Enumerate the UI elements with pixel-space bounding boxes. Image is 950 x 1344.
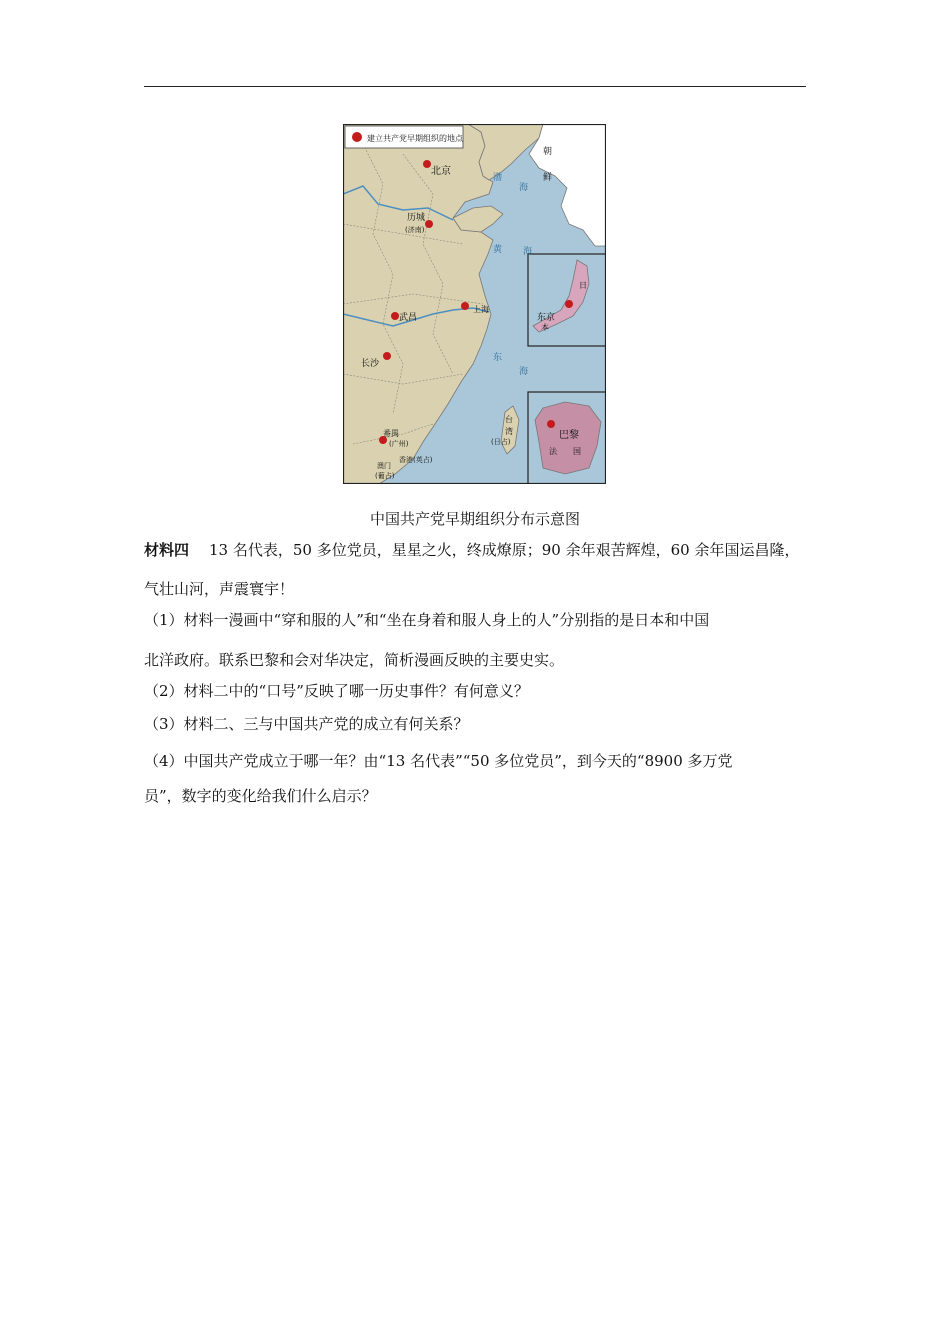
label-jinan: (济南) bbox=[405, 226, 425, 234]
label-hai-1: 海 bbox=[519, 183, 529, 193]
question-4-line2: 员”，数字的变化给我们什么启示？ bbox=[144, 787, 377, 805]
label-hai-3: 海 bbox=[519, 367, 529, 377]
map-figure bbox=[343, 124, 606, 484]
label-panyu: 番禺 bbox=[383, 429, 399, 438]
marker-tokyo bbox=[565, 300, 573, 308]
marker-shanghai bbox=[461, 302, 469, 310]
marker-licheng bbox=[425, 220, 433, 228]
label-wuchang: 武昌 bbox=[399, 313, 418, 323]
label-hai-2: 海 bbox=[523, 247, 533, 257]
label-france-a: 法 bbox=[549, 447, 557, 456]
question-4-line1: （4）中国共产党成立于哪一年？由“13 名代表”“50 多位党员”，到今天的“8900 多万党 bbox=[144, 752, 733, 770]
label-taiwan-c: (日占) bbox=[491, 438, 511, 446]
label-japan-b: 本 bbox=[541, 323, 549, 332]
question-1-line2: 北洋政府。联系巴黎和会对华决定，简析漫画反映的主要史实。 bbox=[144, 651, 565, 669]
label-macau-a: 澳门 bbox=[377, 462, 391, 470]
label-hongkong: 香港(英占) bbox=[399, 456, 433, 464]
question-2: （2）材料二中的“口号”反映了哪一历史事件？有何意义？ bbox=[144, 682, 529, 700]
map-caption: 中国共产党早期组织分布示意图 bbox=[369, 510, 580, 528]
material4-line2: 气壮山河，声震寰宇！ bbox=[144, 580, 295, 598]
label-huanghai: 黄 bbox=[493, 245, 503, 255]
label-changsha: 长沙 bbox=[361, 359, 380, 369]
label-japan-a: 日 bbox=[579, 281, 587, 290]
label-bohai: 渤 bbox=[493, 173, 503, 183]
label-shanghai: 上海 bbox=[473, 305, 489, 314]
label-licheng: 历城 bbox=[407, 213, 426, 223]
marker-wuchang bbox=[391, 312, 399, 320]
marker-beijing bbox=[423, 160, 431, 168]
label-tokyo: 东京 bbox=[537, 313, 556, 323]
material4-text1: 13 名代表，50 多位党员，星星之火，终成燎原；90 余年艰苦辉煌，60 余年国运昌隆， bbox=[209, 541, 800, 559]
label-taiwan-b: 湾 bbox=[505, 427, 513, 436]
material4-line1 bbox=[144, 534, 806, 567]
label-taiwan-a: 台 bbox=[505, 415, 513, 424]
question-3: （3）材料二、三与中国共产党的成立有何关系？ bbox=[144, 715, 469, 733]
material4-label: 材料四 bbox=[144, 541, 190, 559]
question-1-line1: （1）材料一漫画中“穿和服的人”和“坐在身着和服人身上的人”分别指的是日本和中国 bbox=[144, 611, 710, 629]
label-beijing: 北京 bbox=[431, 166, 451, 177]
legend-text: 建立共产党早期组织的地点 bbox=[367, 134, 463, 143]
label-korea-b: 鲜 bbox=[543, 173, 553, 183]
label-macau-b: (葡占) bbox=[375, 472, 395, 480]
label-donghai: 东 bbox=[493, 353, 503, 363]
marker-paris bbox=[547, 420, 555, 428]
label-guangzhou: (广州) bbox=[389, 440, 409, 448]
marker-changsha bbox=[383, 352, 391, 360]
label-korea-a: 朝 bbox=[543, 147, 553, 157]
label-paris: 巴黎 bbox=[559, 430, 579, 441]
header-rule bbox=[144, 86, 806, 87]
label-france-b: 国 bbox=[573, 447, 581, 456]
legend-party-icon bbox=[352, 132, 362, 142]
